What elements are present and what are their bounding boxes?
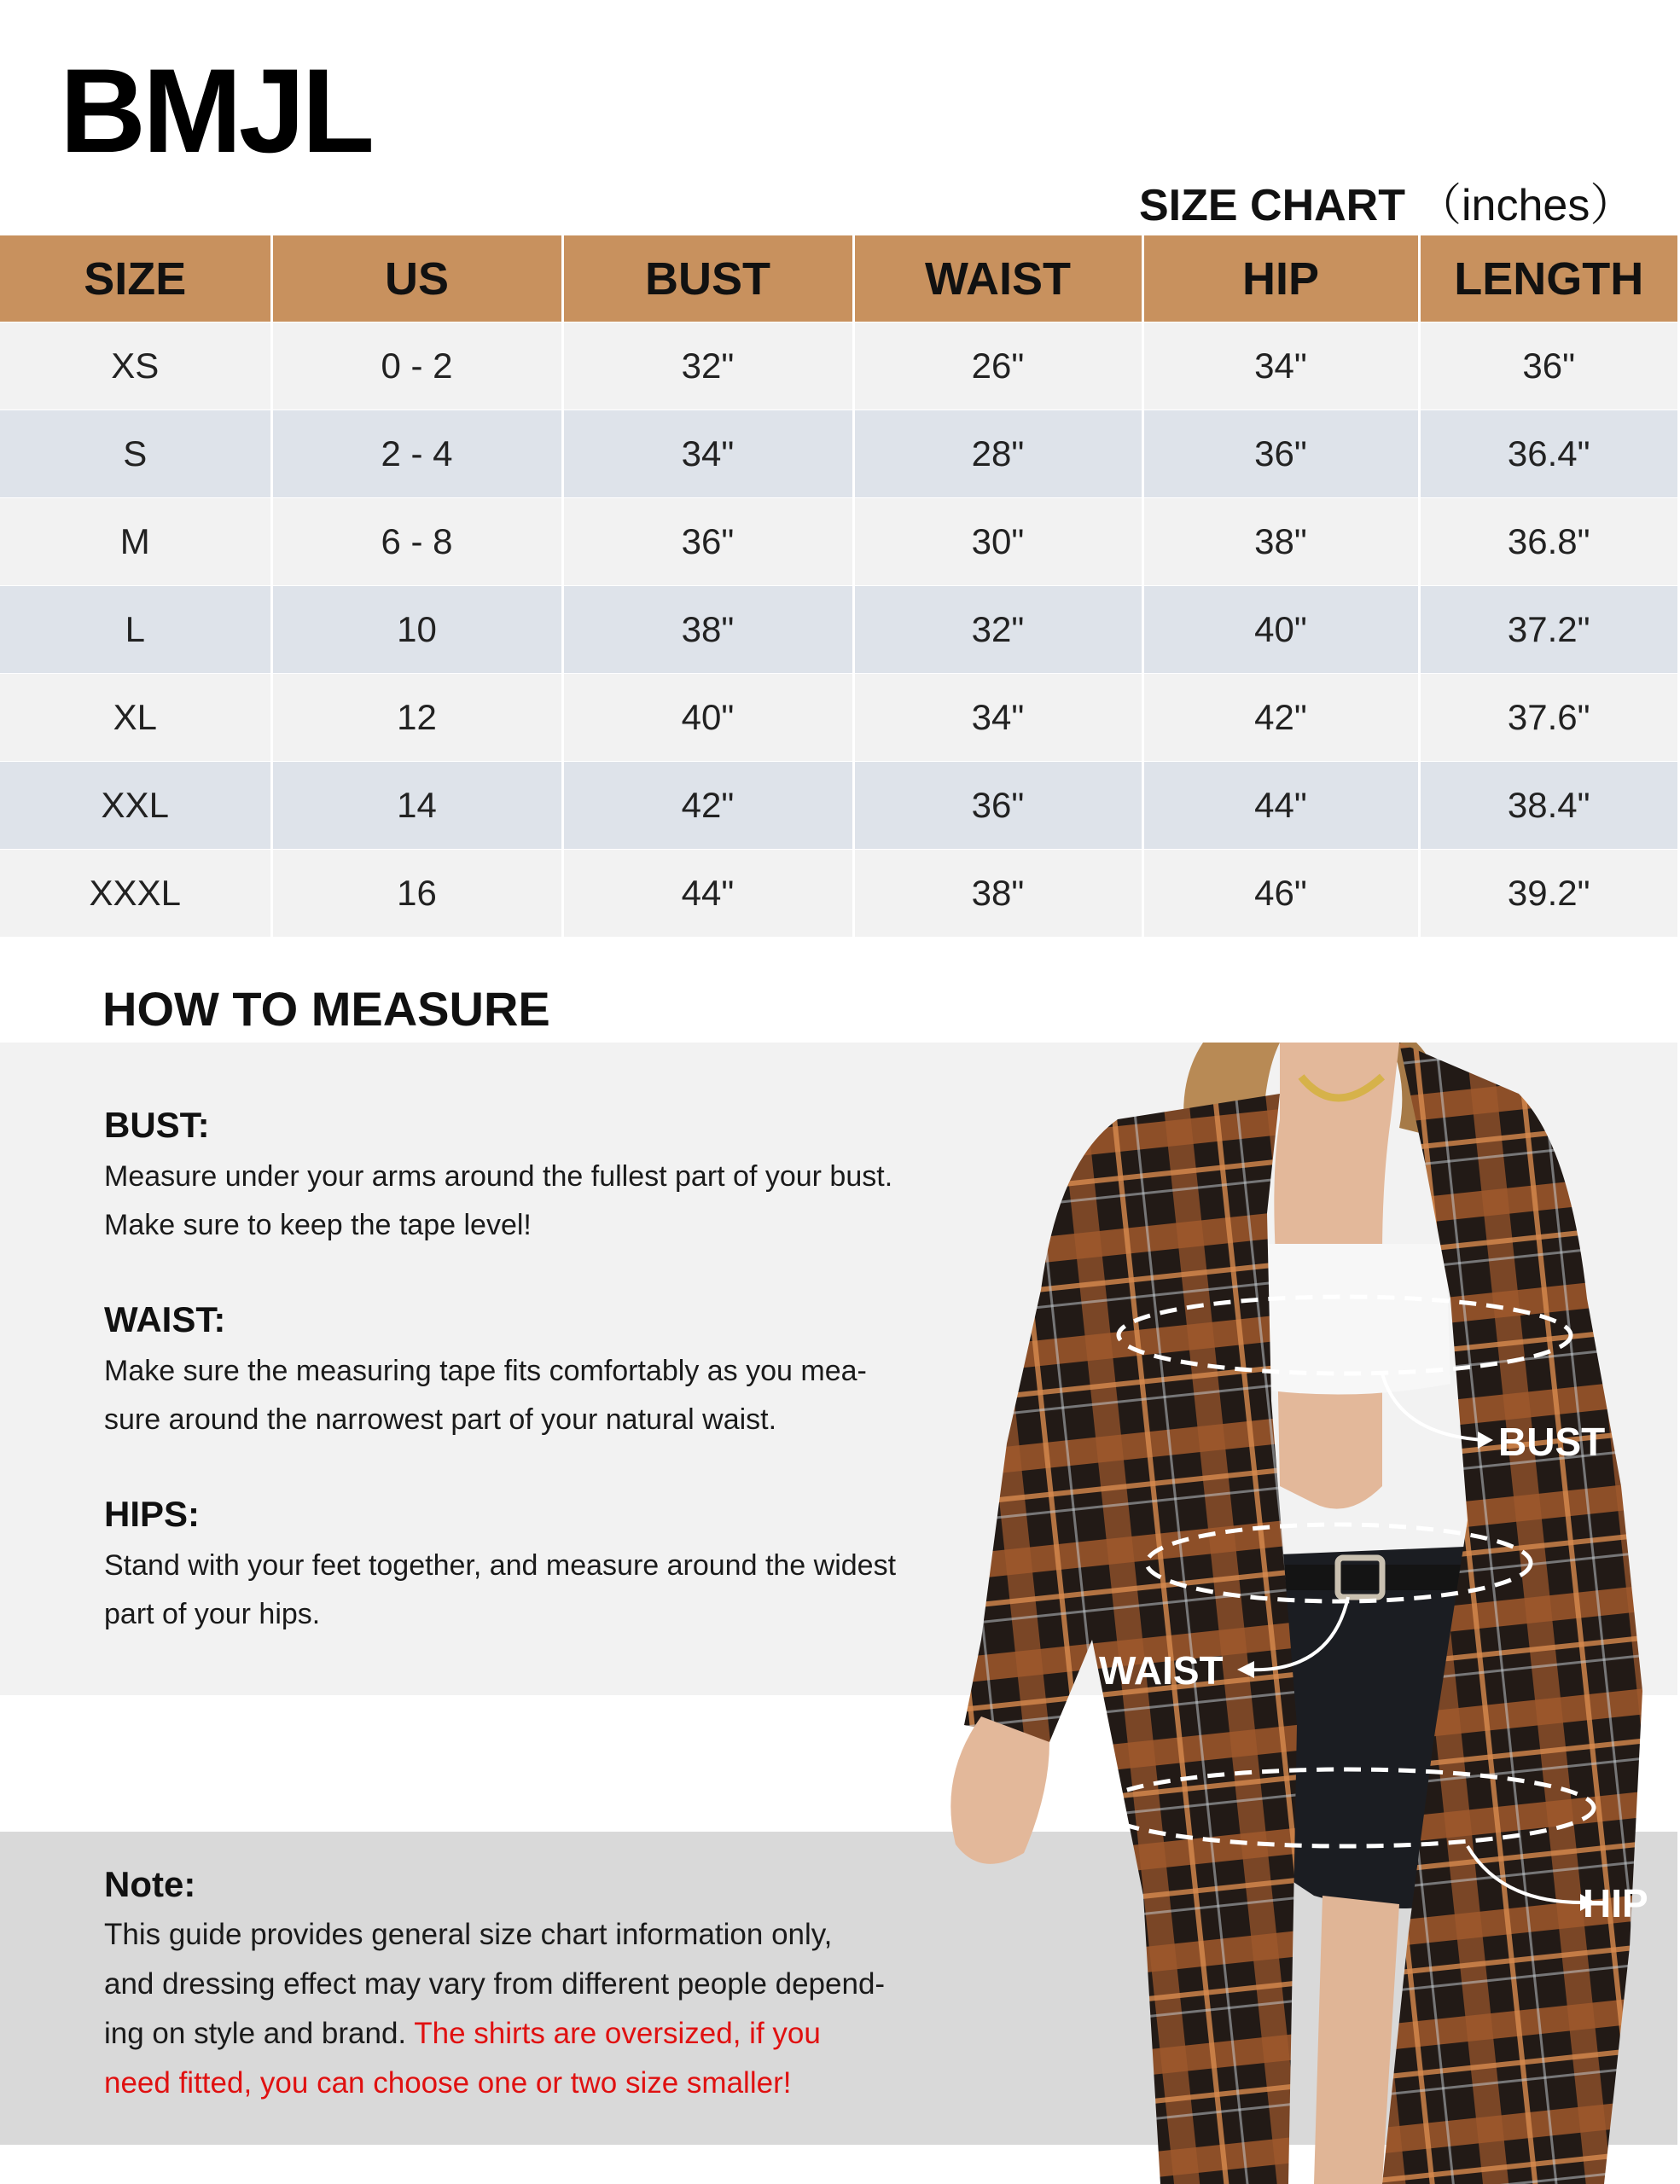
table-row xyxy=(0,850,1677,938)
hips-line-2: part of your hips. xyxy=(104,1598,321,1630)
size-chart-unit: （inches） xyxy=(1417,181,1635,230)
cell-size: XXL xyxy=(0,762,271,850)
size-chart-title xyxy=(1139,169,1634,233)
cell-waist: 28" xyxy=(853,410,1142,498)
waist-instructions xyxy=(104,1299,957,1444)
bust-line-2: Make sure to keep the tape level! xyxy=(104,1209,532,1241)
table-row xyxy=(0,322,1677,410)
cell-size: L xyxy=(0,586,271,674)
bust-figure-label: BUST xyxy=(1498,1420,1606,1464)
waist-line-1: Make sure the measuring tape fits comfortably as you mea- xyxy=(104,1355,867,1387)
bust-heading: BUST: xyxy=(104,1105,210,1145)
cell-us: 2 - 4 xyxy=(271,410,562,498)
bust-instructions xyxy=(104,1105,957,1250)
size-chart-heading: SIZE CHART xyxy=(1139,181,1405,230)
cell-us: 12 xyxy=(271,674,562,762)
cell-bust: 32" xyxy=(562,322,853,410)
cell-hip: 38" xyxy=(1142,498,1419,586)
note-line-3-text: ing on style and brand. xyxy=(104,2017,415,2050)
waist-figure-label: WAIST xyxy=(1099,1648,1224,1693)
col-header-bust: BUST xyxy=(562,235,853,322)
cell-size: XS xyxy=(0,322,271,410)
cell-length: 39.2" xyxy=(1419,850,1677,938)
cell-us: 6 - 8 xyxy=(271,498,562,586)
hips-heading: HIPS: xyxy=(104,1494,201,1534)
cell-waist: 32" xyxy=(853,586,1142,674)
cell-length: 36.4" xyxy=(1419,410,1677,498)
note-block xyxy=(104,1864,957,2108)
col-header-waist: WAIST xyxy=(853,235,1142,322)
note-heading: Note: xyxy=(104,1864,196,1904)
note-line-3 xyxy=(104,2009,957,2059)
cell-us: 0 - 2 xyxy=(271,322,562,410)
cell-bust: 36" xyxy=(562,498,853,586)
table-header-row xyxy=(0,235,1677,322)
size-table xyxy=(0,235,1677,937)
cell-length: 37.6" xyxy=(1419,674,1677,762)
cell-waist: 30" xyxy=(853,498,1142,586)
cell-hip: 44" xyxy=(1142,762,1419,850)
cell-us: 14 xyxy=(271,762,562,850)
brand-logo: BMJL xyxy=(60,44,372,177)
cell-size: XXXL xyxy=(0,850,271,938)
cell-hip: 34" xyxy=(1142,322,1419,410)
cell-size: XL xyxy=(0,674,271,762)
cell-waist: 26" xyxy=(853,322,1142,410)
cell-waist: 36" xyxy=(853,762,1142,850)
hip-figure-label: HIP xyxy=(1583,1881,1648,1926)
note-warning-start: The shirts are oversized, if you xyxy=(414,2017,821,2050)
cell-hip: 46" xyxy=(1142,850,1419,938)
cell-waist: 38" xyxy=(853,850,1142,938)
hips-instructions xyxy=(104,1494,957,1639)
model-leg xyxy=(1314,1896,1399,2184)
waist-heading: WAIST: xyxy=(104,1299,226,1339)
waist-line-2: sure around the narrowest part of your natural waist. xyxy=(104,1403,777,1436)
col-header-length: LENGTH xyxy=(1419,235,1677,322)
shirt-left-panel xyxy=(964,1094,1297,2184)
col-header-size: SIZE xyxy=(0,235,271,322)
note-line-2: and dressing effect may vary from different people depend- xyxy=(104,1967,886,2001)
cell-us: 10 xyxy=(271,586,562,674)
cell-waist: 34" xyxy=(853,674,1142,762)
cell-bust: 44" xyxy=(562,850,853,938)
model-figure xyxy=(836,1043,1677,2184)
hips-line-1: Stand with your feet together, and measure around the widest xyxy=(104,1549,897,1582)
col-header-hip: HIP xyxy=(1142,235,1419,322)
cell-hip: 40" xyxy=(1142,586,1419,674)
bust-line-1: Measure under your arms around the fullest part of your bust. xyxy=(104,1160,893,1193)
cell-bust: 40" xyxy=(562,674,853,762)
cell-hip: 42" xyxy=(1142,674,1419,762)
table-row xyxy=(0,498,1677,586)
cell-length: 36.8" xyxy=(1419,498,1677,586)
table-row xyxy=(0,410,1677,498)
col-header-us: US xyxy=(271,235,562,322)
cell-bust: 42" xyxy=(562,762,853,850)
cell-hip: 36" xyxy=(1142,410,1419,498)
note-warning-end: need fitted, you can choose one or two size smaller! xyxy=(104,2066,792,2100)
cell-bust: 34" xyxy=(562,410,853,498)
table-row xyxy=(0,586,1677,674)
cell-length: 38.4" xyxy=(1419,762,1677,850)
cell-size: M xyxy=(0,498,271,586)
cell-length: 37.2" xyxy=(1419,586,1677,674)
model-hand xyxy=(950,1716,1049,1864)
table-row xyxy=(0,674,1677,762)
how-to-measure-title: HOW TO MEASURE xyxy=(102,982,550,1036)
cell-length: 36" xyxy=(1419,322,1677,410)
table-row xyxy=(0,762,1677,850)
note-line-1: This guide provides general size chart information only, xyxy=(104,1918,833,1951)
cell-us: 16 xyxy=(271,850,562,938)
cell-size: S xyxy=(0,410,271,498)
cell-bust: 38" xyxy=(562,586,853,674)
